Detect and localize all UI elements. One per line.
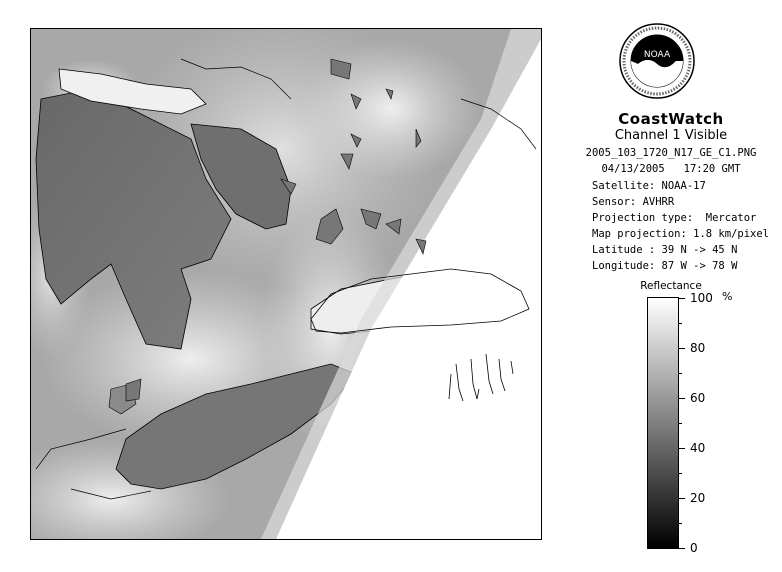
projection-type-text: Projection type: Mercator [592, 212, 757, 224]
logo-text: NOAA [643, 50, 671, 60]
datetime-text: 04/13/2005 17:20 GMT [601, 163, 741, 175]
colorbar [647, 297, 679, 549]
sensor-text: Sensor: AVHRR [592, 196, 675, 208]
colorbar-tick-label: 40 [690, 441, 706, 455]
noaa-logo [618, 22, 696, 100]
colorbar-minor-tick [679, 523, 682, 524]
filename-text: 2005_103_1720_N17_GE_C1.PNG [585, 147, 757, 159]
satellite-image [30, 28, 542, 540]
colorbar-tick-label: 60 [690, 391, 706, 405]
colorbar-tick [679, 298, 685, 299]
colorbar-tick [679, 448, 685, 449]
colorbar-label: Reflectance [640, 280, 702, 292]
colorbar-minor-tick [679, 323, 682, 324]
colorbar-minor-tick [679, 373, 682, 374]
map-projection-text: Map projection: 1.8 km/pixel [592, 228, 770, 240]
colorbar-tick-label: 80 [690, 341, 706, 355]
colorbar-minor-tick [679, 423, 682, 424]
colorbar-unit: % [722, 290, 733, 303]
colorbar-tick-label: 100 [690, 291, 713, 305]
colorbar-ticks [679, 291, 739, 555]
satellite-text: Satellite: NOAA-17 [592, 180, 706, 192]
colorbar-tick [679, 498, 685, 499]
colorbar-tick [679, 348, 685, 349]
cloud-area [301, 39, 481, 179]
latitude-text: Latitude : 39 N -> 45 N [592, 244, 738, 256]
panel-subtitle: Channel 1 Visible [614, 128, 728, 143]
colorbar-tick [679, 398, 685, 399]
colorbar-tick-label: 20 [690, 491, 706, 505]
longitude-text: Longitude: 87 W -> 78 W [592, 260, 738, 272]
colorbar-tick-label: 0 [690, 541, 698, 555]
satellite-map [31, 29, 541, 539]
colorbar-minor-tick [679, 473, 682, 474]
panel-title: CoastWatch [618, 110, 724, 128]
colorbar-tick [679, 548, 685, 549]
